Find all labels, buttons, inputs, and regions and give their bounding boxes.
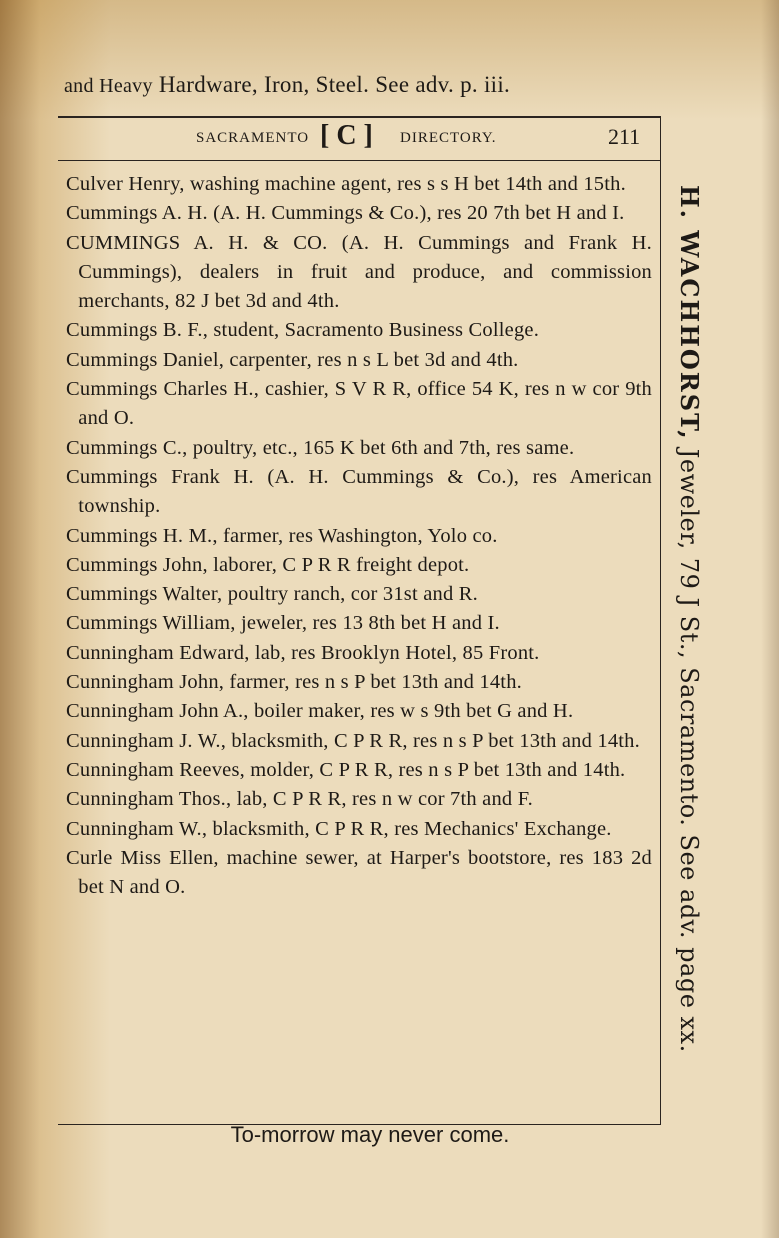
directory-entry: Curle Miss Ellen, machine sewer, at Harper's bootstore, res 183 2d bet N and O. xyxy=(66,846,652,899)
top-advert-banner xyxy=(64,72,654,106)
directory-entry: Cummings H. M., farmer, res Washington, Yolo co. xyxy=(66,524,498,547)
directory-entry: Cunningham John A., boiler maker, res w s 9th bet G and H. xyxy=(66,700,574,723)
directory-entry: Cunningham Thos., lab, C P R R, res n w cor 7th and F. xyxy=(66,788,533,811)
directory-entry: Cummings Walter, poultry ranch, cor 31st and R. xyxy=(66,583,478,606)
running-head-letter: [ C ] xyxy=(320,120,373,151)
directory-entry: CUMMINGS A. H. & CO. (A. H. Cummings and Frank H. Cummings), dealers in fruit and produce, and commission merchants, 82 J bet 3d and 4th. xyxy=(66,231,652,313)
directory-entry: Cummings Daniel, carpenter, res n s L bet 3d and 4th. xyxy=(66,348,519,371)
page-edge-shadow xyxy=(761,0,779,1238)
directory-entry: Cummings Frank H. (A. H. Cummings & Co.), res American township. xyxy=(66,465,652,518)
directory-entry: Cunningham W., blacksmith, C P R R, res Mechanics' Exchange. xyxy=(66,817,612,840)
side-advert-name: H. WACHHORST, xyxy=(675,185,704,441)
running-head-city: SACRAMENTO xyxy=(196,130,310,146)
directory-entry: Cunningham Reeves, molder, C P R R, res n s P bet 13th and 14th. xyxy=(66,758,626,781)
directory-entry: Cummings Charles H., cashier, S V R R, office 54 K, res n w cor 9th and O. xyxy=(66,378,652,430)
running-head-directory: DIRECTORY. xyxy=(400,130,497,146)
page-number: 211 xyxy=(608,124,641,149)
directory-entry: Cummings William, jeweler, res 13 8th bet H and I. xyxy=(66,612,500,635)
directory-entry: Cummings C., poultry, etc., 165 K bet 6th and 7th, res same. xyxy=(66,436,575,459)
directory-entry: Cummings John, laborer, C P R R freight depot. xyxy=(66,553,470,576)
running-head xyxy=(58,118,660,158)
side-advert xyxy=(670,185,704,1055)
directory-entry: Culver Henry, washing machine agent, res s s H bet 14th and 15th. xyxy=(66,173,626,195)
directory-entries xyxy=(66,170,652,902)
footer-motto: To-morrow may never come. xyxy=(230,1122,510,1147)
banner-prefix: and Heavy xyxy=(64,75,153,97)
side-advert-text: Jeweler, 79 J St., Sacramento. See adv. page xx. xyxy=(675,448,703,1053)
directory-entry: Cummings A. H. (A. H. Cummings & Co.), res 20 7th bet H and I. xyxy=(66,202,625,225)
directory-entry: Cunningham J. W., blacksmith, C P R R, res n s P bet 13th and 14th. xyxy=(66,729,640,752)
directory-entry: Cunningham John, farmer, res n s P bet 13th and 14th. xyxy=(66,671,522,694)
directory-entry: Cunningham Edward, lab, res Brooklyn Hotel, 85 Front. xyxy=(66,641,540,664)
directory-entry: Cummings B. F., student, Sacramento Business College. xyxy=(66,319,540,342)
banner-text: Hardware, Iron, Steel. See adv. p. iii. xyxy=(158,72,511,97)
header-rule xyxy=(58,160,660,161)
